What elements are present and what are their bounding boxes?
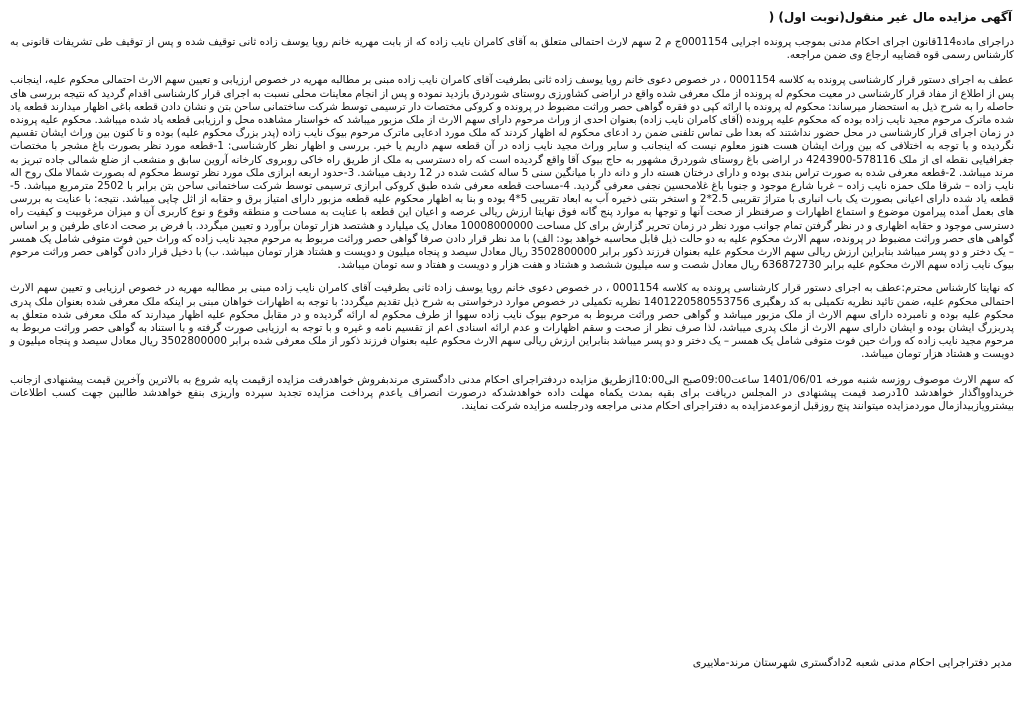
auction-terms-paragraph: که سهم الارث موصوف روزسه شنبه مورخه 1401/06/01 ساعت09:00صبح الی10:00ازطریق مزایده دردفتراجرای احکام مدنی دادگستری مرندبفروش خواهدرفت مزایده ازقیمت پایه شروع به بالاترین وآخرین قیمت پیشنهادی ازجانب خریداوواگذار خواهدشد 10درصد قیمت پیشنهادی در المجلس دریافت برای بقیه بمدت یکماه مهلت داده خواهدشدکه درصورت انصراف یاعدم پرداخت مزایده تجدید سپرده واریزی بنفع خواهدشد طالبین جهت کسب اطلاعات بیشترویازبیدازمال موردمزایده میتوانند پنج روزقبل ازموعدمزایده به دفتراجرای احکام مدنی مراجعه ودرجلسه مزایده شرکت نمایند. [10, 373, 1014, 413]
signature-line: مدیر دفتراجرایی احکام مدنی شعبه 2دادگستری شهرستان مرند-ملاییری [692, 656, 1012, 669]
expert-report-paragraph: عطف به اجرای دستور قرار کارشناسی پرونده به کلاسه 0001154 ، در خصوص دعوی خانم رویا یوسف زاده ثانی بطرفیت آقای کامران نایب زاده مبنی بر مطالبه مهریه در خصوص ارزیابی و تعیین سهم الارث احتمالی محکوم علیه، اینجانب پس از اطلاع از مفاد قرار کارشناسی در معیت محکوم له پرونده از ملک معرفی شده واقع در اراضی کشاورزی روستای شوردرق بازدید نموده و پس از انجام معاینات محلی نسبت به اجرای قرار کارشناسی اقدام گردید که نتیجه بررسی های حاصله را به شرح ذیل به استحضار میرساند: محکوم له پرونده با ارائه کپی دو فقره گواهی حصر وراثت مضبوط در پرونده و کروکی مختصات دار ترسیمی توسط شرکت ساختمانی ساحن بتن و نشان دادن قطعه باغی اظهار میدارند قطعه یاد شده ماترک مرحوم مجید نایب زاده بوده که محکوم علیه پرونده (آقای کامران نایب زاده) بعنوان احدی از وراث مرحوم دارای سهم الارث از ملک مزبور میباشد که خواستار مشاهده محل و ارزیابی قطعه یاد شده میباشد. محکوم علیه پرونده در زمان اجرای قرار کارشناسی در محل حضور نداشتند که بعدا طی تماس تلفنی ضمن رد ادعای محکوم له اظهار کردند که ملک مورد ادعایی ماترک مرحوم بیوک نایب زاده (پدر بزرگ محکوم علیه) بوده و تا کنون بین وراث ایشان تقسیم نگردیده و با توجه به اختلافی که بین وراث ایشان هست هنوز معلوم نیست که اینجانب و سایر وراث مجید نایب زاده در آن قطعه سهم داریم یا خیر. بررسی و اظهار نظر کارشناسی: 1-قطعه مورد نظر بصورت باغ مشجر با مختصات جغرافیایی نقطه ای از ملک 578116-4243900 در اراضی باغ روستای شوردرق مشهور به حاج بیوک آقا واقع گردیده است که راه دسترسی به ملک از طریق راه خاکی روبروی کارخانه آروین سابق و منشعب از ضلع شمالی جاده تبریز به مرند میباشد. 2-قطعه معرفی شده به صورت تراس بندی بوده و دارای درختان هسته دار و دانه دار با میانگین سنی 5 ساله کشت شده در 12 ردیف میباشد. 3-حدود اربعه ابرازی ملک مورد نظر توسط محکوم له بصورت شمالا ملک روح اله نایب زاده – شرقا ملک حمزه نایب زاده – غربا شارع موجود و جنوبا باغ غلامحسین نجفی معرفی گردید. 4-مساحت قطعه معرفی شده طبق کروکی ابرازی ترسیمی توسط شرکت ساختمانی ساحن بتن برابر با 2502 مترمربع میباشد. 5-قطعه یاد شده دارای اعیانی بصورت یک باب انباری با متراژ تقریبی 2.5*2 و استخر بتنی ذخیره آب به ابعاد تقریبی 5*4 بوده و بنا به اظهار محکوم علیه قطعه مزبور دارای امتیاز برق و حقابه از اثل چایی میباشد. نتیجه: با عنایت به بررسی های بعمل آمده پیرامون موضوع و استماع اظهارات و صرفنظر از صحت آنها و توجها به موارد پنج گانه فوق نهایتا ارزش ریالی عرصه و اعیان این قطعه با عنایت به مساحت و منطقه وقوع و نوع کاربری آن و میزان مرغوبیت و کیفیت راه دسترسی موجود و حقابه اظهاری و در نظر گرفتن تمام جوانب مورد نظر در زمان تحریر گزارش برای کل مساحت 10008000000 معادل یک میلیارد و هشتصد هزار تومان برآورد و تعیین میگردد. با فرض بر صحت ادعای طرفین و بر اساس گواهی های حصر وراثت مضبوط در پرونده، سهم الارث محکوم علیه به دو حالت ذیل قابل محاسبه خواهد بود: الف) با مد نظر قرار دادن صرفا گواهی حصر وراثت مربوط به مرحوم مجید نایب زاده که وراث حین فوت متوفی شامل یک همسر – یک دختر و دو پسر میباشد بنابراین ارزش ریالی سهم الارث محکوم علیه بعنوان فرزند ذکور برابر 3502800000 ریال معادل سیصد و پنجاه میلیون و دویست و هشتاد هزار تومان میباشد. ب) با دخیل قرار دادن گواهی حصر وراثت مرحوم بیوک نایب زاده سهم الارث محکوم علیه برابر 636872730 ریال معادل شصت و سه میلیون ششصد و هشتاد و هفت هزار و دویست و هفتاد و سه تومان میباشد. [10, 74, 1015, 272]
supplementary-report-paragraph: که نهایتا کارشناس محترم:عطف به اجرای دستور قرار کارشناسی پرونده به کلاسه 0001154 ، در خصوص دعوی خانم رویا یوسف زاده ثانی بطرفیت آقای کامران نایب زاده مبنی بر مطالبه مهریه در خصوص ارزیابی و تعیین سهم الارث احتمالی محکوم علیه، ضمن تائید نظریه تکمیلی به کد رهگیری 1401220580553756 نظریه تکمیلی در خصوص موارد درخواستی به شرح ذیل تقدیم میگردد: با توجه به اظهارات خواهان مبنی بر اینکه ملک معرفی شده بعنوان ملک پدری محکوم علیه بوده و نامبرده دارای سهم الارث از ملک مزبور میباشد و گواهی حصر وراثت مربوط به مرحوم بیوک نایب زاده سهوا از طرف محکوم له ارائه گردیده و در مقابل محکوم علیه اظهار میدارند که ملک معرفی شده متعلق به پدربزرگ ایشان بوده و ایشان دارای سهم الارث از ملک پدری میباشد، لذا صرف نظر از صحت و سقم اظهارات و عدم ارائه اسنادی اعم از تقسیم نامه و غیره و با توجه به ارزیابی صورت گرفته و با استناد به گواهی حصر وراثت مربوط به مرحوم مجید نایب زاده که وراث حین فوت متوفی شامل یک همسر – یک دختر و دو پسر میباشد بنابراین ارزش ریالی سهم الارث محکوم علیه بعنوان فرزند ذکور از ملک معرفی شده برابر 3502800000 ریال معادل سیصد و پنجاه میلیون و دویست و هشتاد هزار تومان میباشد. [10, 282, 1014, 361]
intro-paragraph: دراجرای ماده114قانون اجرای احکام مدنی بموجب پرونده اجرایی 0001154ج م 2 سهم لارث احتمالی متعلق به آقای کامران نایب زاده که از بابت مهریه خانم رویا یوسف زاده ثانی توقیف شده و پس از توقیف طی تشریفات قانونی به کارشناس رسمی قوه قضاییه ارجاع وی ضمن مراجعه. [10, 36, 1014, 62]
notice-title: آگهی مزایده مال غیر منقول(نوبت اول) ( [768, 10, 1012, 24]
